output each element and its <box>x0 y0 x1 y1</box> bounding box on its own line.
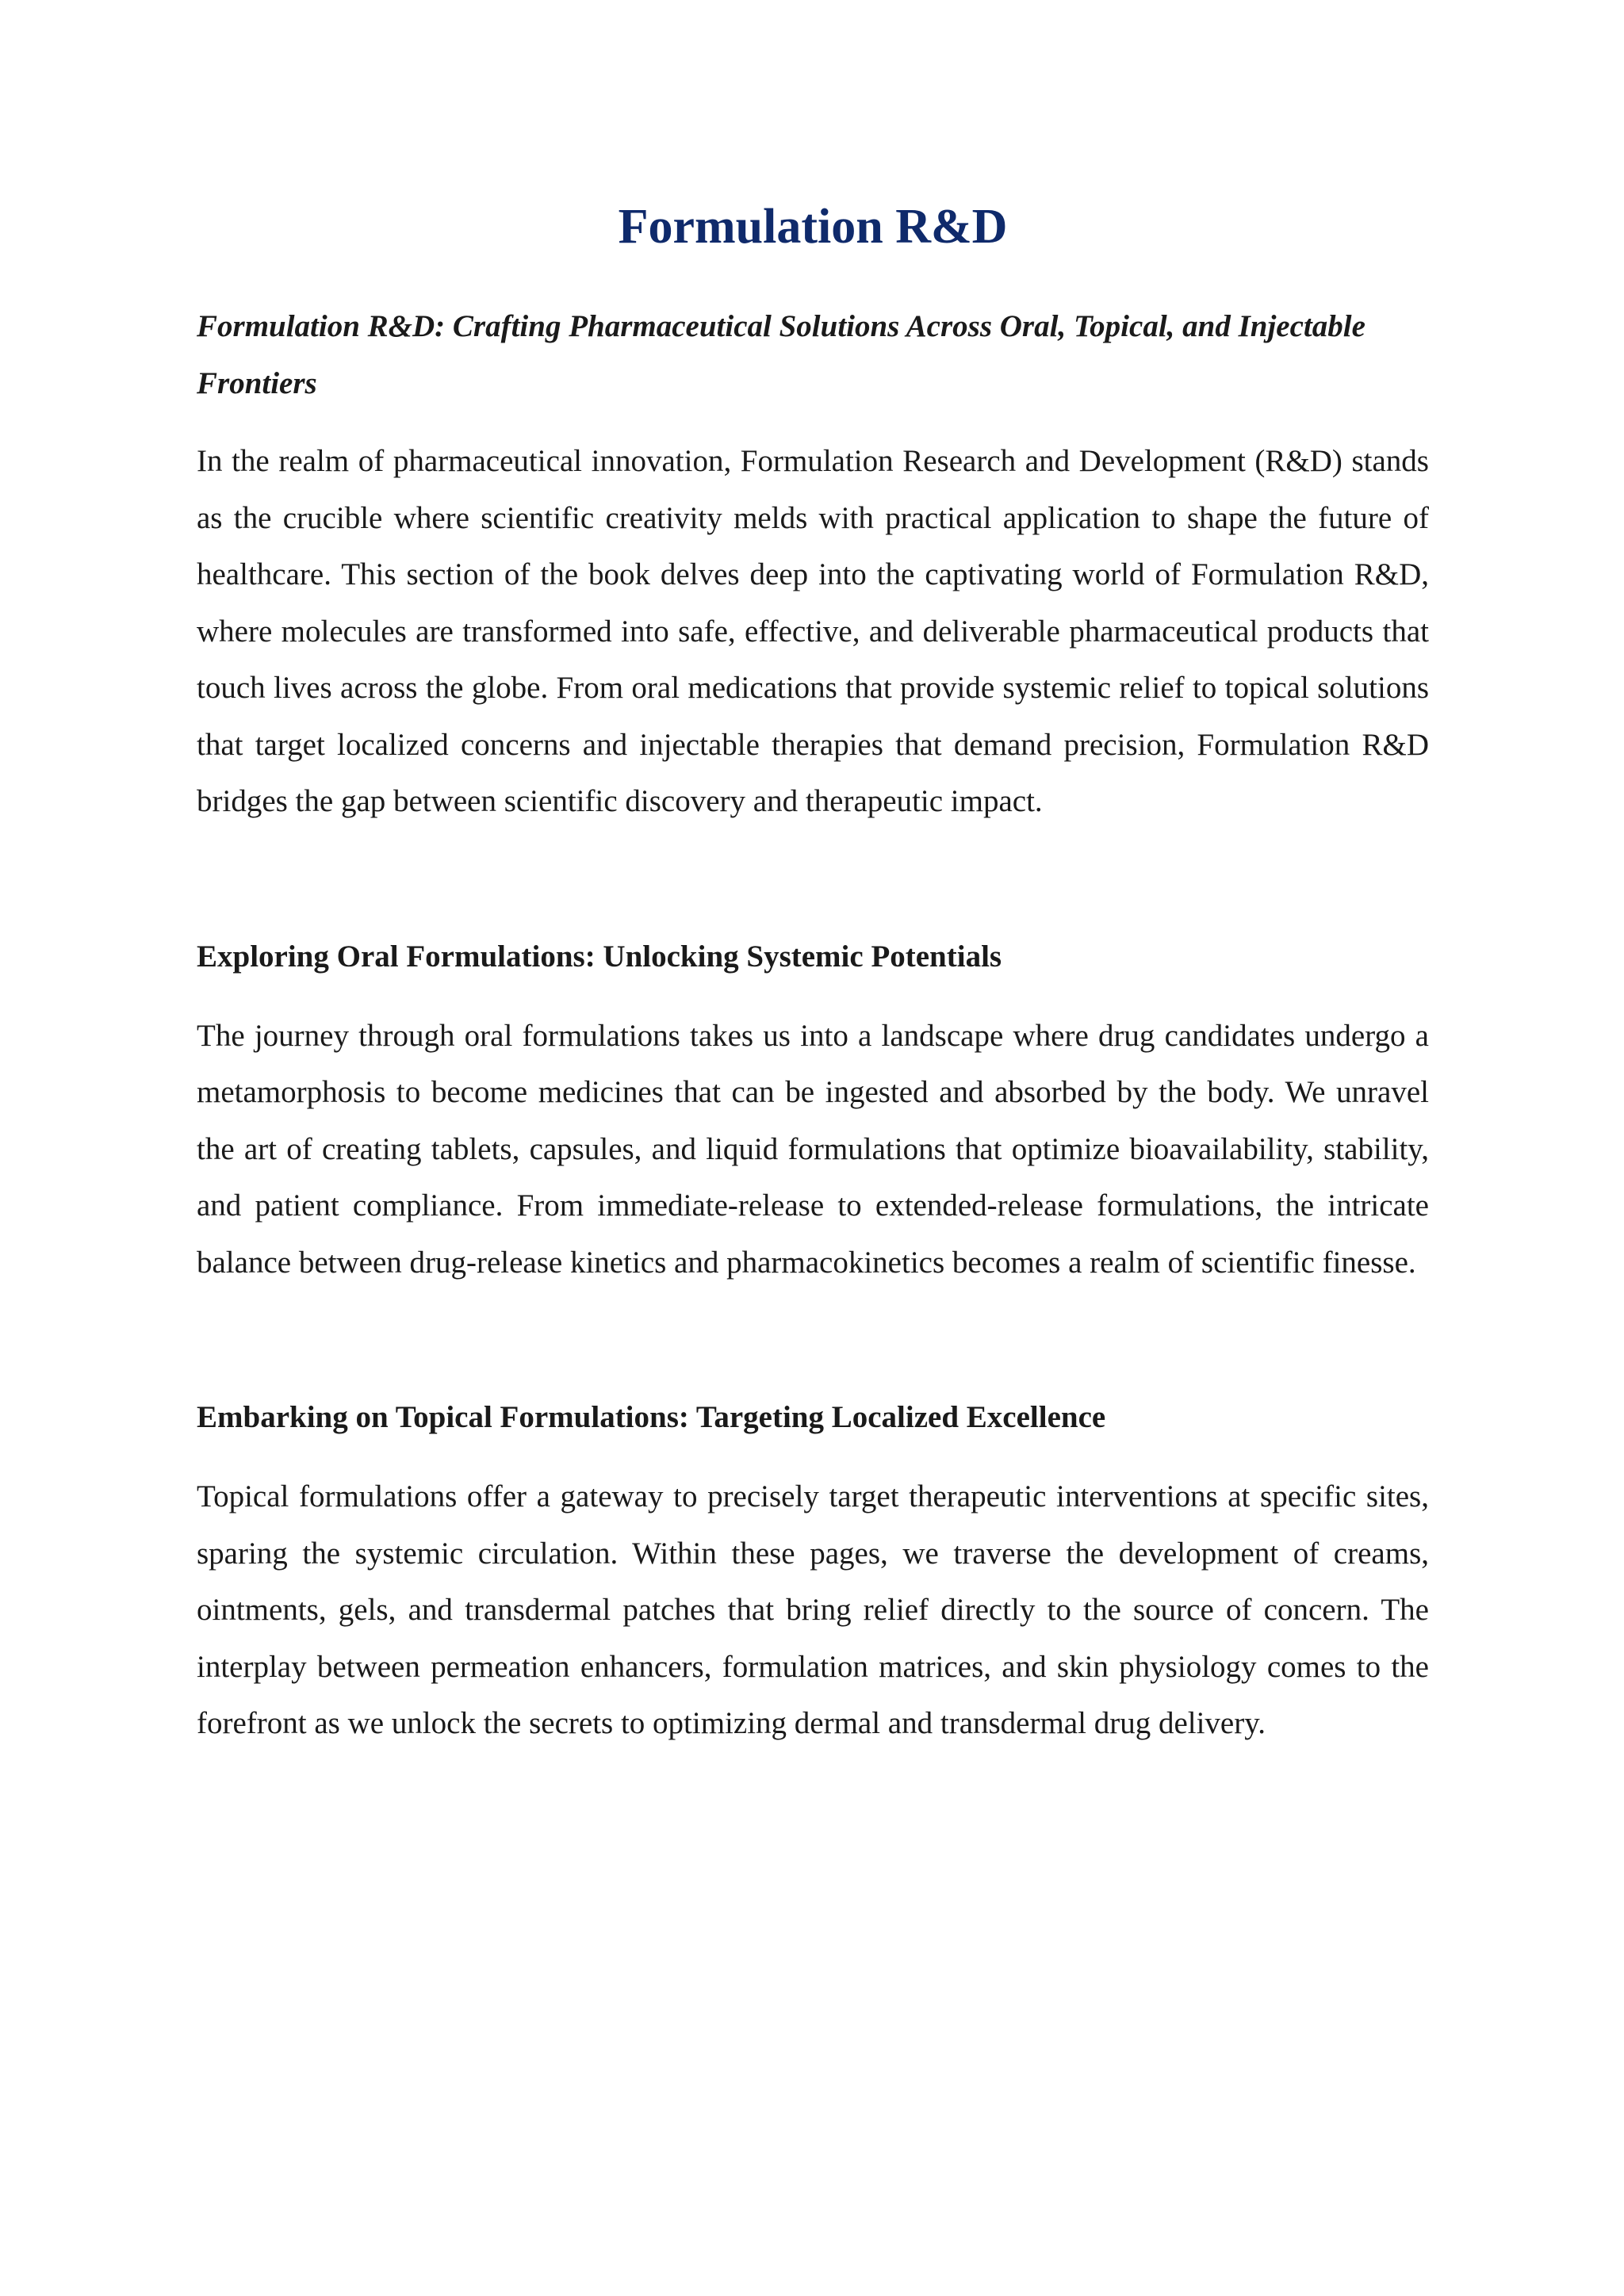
page-title: Formulation R&D <box>618 200 1008 254</box>
section-body-oral: The journey through oral formulations takes us into a landscape where drug candidates undergo a metamorphosis to become medicines that can be ingested and absorbed by the body. We unravel the art of creating tablets, capsules, and liquid formulations that optimize bioavailability, stability, and patient compliance. From immediate-release to extended-release formulations, the intricate balance between drug-release kinetics and pharmacokinetics becomes a realm of scientific finesse. <box>197 1018 1429 1280</box>
section-spacer <box>197 830 1429 933</box>
section-heading-topical: Embarking on Topical Formulations: Targeting Localized Excellence <box>197 1400 1106 1434</box>
document-content <box>197 187 1429 1752</box>
section-spacer <box>197 1291 1429 1394</box>
section-body-topical: Topical formulations offer a gateway to precisely target therapeutic interventions at specific sites, sparing the systemic circulation. Within these pages, we traverse the development of creams, ointments, gels, and transdermal patches that bring relief directly to the source of concern. The interplay between permeation enhancers, formulation matrices, and skin physiology comes to the forefront as we unlock the secrets to optimizing dermal and transdermal drug delivery. <box>197 1479 1429 1740</box>
intro-paragraph: In the realm of pharmaceutical innovation, Formulation Research and Development (R&D) stands as the crucible where scientific creativity melds with practical application to shape the future of healthcare. This section of the book delves deep into the captivating world of Formulation R&D, where molecules are transformed into safe, effective, and deliverable pharmaceutical products that touch lives across the globe. From oral medications that provide systemic relief to topical solutions that target localized concerns and injectable therapies that demand precision, Formulation R&D bridges the gap between scientific discovery and therapeutic impact. <box>197 444 1429 818</box>
document-subtitle: Formulation R&D: Crafting Pharmaceutical Solutions Across Oral, Topical, and Injectable Frontiers <box>197 309 1365 400</box>
section-heading-oral: Exploring Oral Formulations: Unlocking Systemic Potentials <box>197 939 1002 974</box>
